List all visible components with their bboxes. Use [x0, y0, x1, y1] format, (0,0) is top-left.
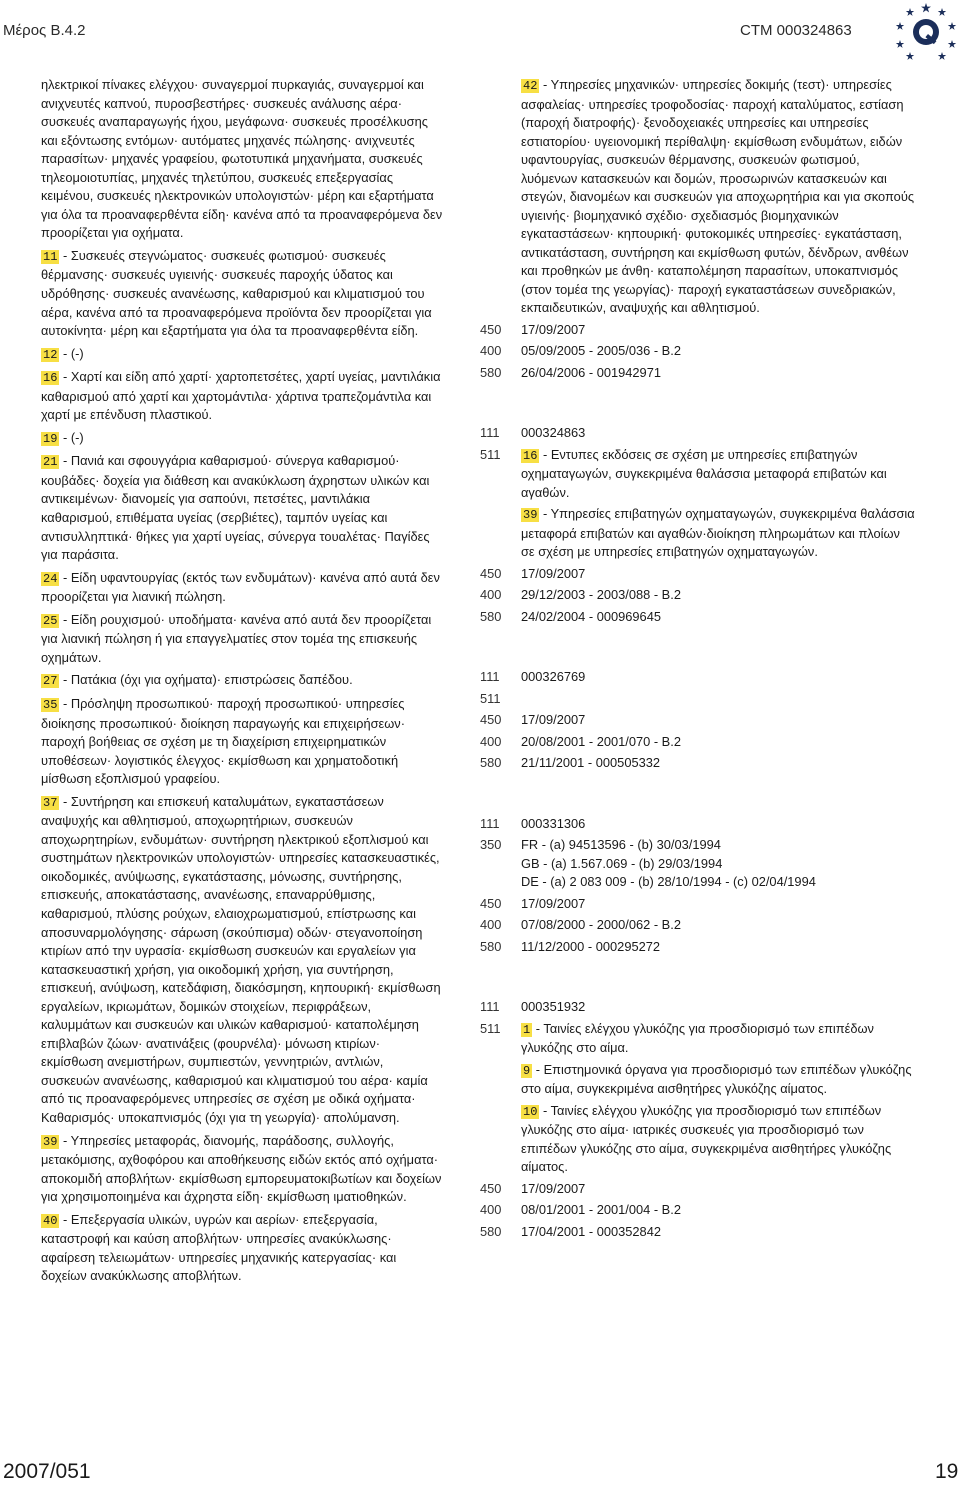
class-entry: [41, 345, 443, 365]
class-entry: [521, 815, 916, 834]
nice-class-code: 39: [43, 1134, 58, 1149]
field-value: [521, 895, 916, 914]
entry-text: - Συντήρηση και επισκευή καταλυμάτων, εγκαταστάσεων αναψυχής και αθλητισμού, αποχωρητήριων, συσκευών αποχωρητηρίων, ενδυμάτων· συντήρηση ηλεκτρικού εξοπλισμού και συστημάτων ηλεκτρονικών υπολογιστών· υπηρεσίες κατασκευαστικές, οικοδομικές, ανύψωσης, εγκατάστασης, μόνωσης, συντήρησης, επισκευής, αποκατάστασης, ανανέωσης, επαναρρύθμισης, καθαρισμού, πλύσης ρούχων, ελαιοχρωματισμού, επίστρωσης και αποσυναρμολόγησης· σάρωση (σκούπισμα) οδών· στεγανοποίηση κτιρίων από την υγρασία· εκμίσθωση συσκευών και εργαλείων για κατασκευαστική χρήση, για οικοδομική χρήση, για συντήρηση, επισκευή, ανύψωση, κατεδάφιση, διακόσμηση, κηπουρική· εκμίσθωση εργαλείων, ικριωμάτων, δομικών στοιχείων, περιφράξεων, καλυμμάτων και συσκευών και υλικών καθαρισμού· καταπολέμηση επιβλαβών ζώων· ανατινάξεις (φουρνέλα)· μόνωση κτιρίων· εκμίσθωση ανεμιστήρων, συμπιεστών, γεννητριών, αντλιών, συσκευών ανανέωσης, καθαρισμού και κλιματισμού του αέρα· καμία από τις προαναφερόμενες υπηρεσίες σε σχέση με οδικά οχήματα· Καθαρισμός· υποκαπνισμός (όχι για τη γεωργία)· απολύμανση.: [41, 793, 441, 1125]
class-entry: [521, 608, 916, 627]
record-field-row: [480, 754, 916, 773]
nice-class-code: 24: [43, 571, 58, 586]
class-entry: [521, 668, 916, 687]
ctm-number-header: CTM 000324863: [740, 22, 852, 39]
nice-class-code: 19: [43, 431, 58, 446]
inid-code: [480, 76, 521, 318]
trademark-record: [480, 424, 916, 626]
inid-code: 400: [480, 1202, 502, 1217]
field-value: [521, 76, 916, 318]
class-entry: [521, 1201, 916, 1220]
record-field-row: [480, 424, 916, 443]
record-field-row: [480, 815, 916, 834]
field-value: [521, 364, 916, 383]
nice-class-code: 35: [43, 697, 58, 712]
class-entry: [521, 1020, 916, 1058]
trademark-record: [480, 76, 916, 382]
nice-class-code: 37: [43, 795, 58, 810]
field-value: [521, 690, 916, 709]
entry-text: 000331306: [521, 815, 586, 831]
inid-code: 111: [480, 999, 500, 1014]
entry-text: 20/08/2001 - 2001/070 - B.2: [521, 733, 681, 749]
inid-code: 580: [480, 364, 502, 380]
page-number: 19: [935, 1460, 959, 1483]
field-value: [521, 446, 916, 562]
class-entry: [521, 895, 916, 914]
class-entry: [521, 916, 916, 935]
record-field-row: [480, 668, 916, 687]
field-value: [521, 916, 916, 935]
entry-text: - Ταινίες ελέγχου γλυκόζης για προσδιορισμό των επιπέδων γλυκόζης στο αίμα.: [521, 1020, 874, 1055]
record-field-row: [480, 895, 916, 914]
entry-text: 000351932: [521, 999, 586, 1014]
entry-text: ηλεκτρικοί πίνακες ελέγχου· συναγερμοί πυρκαγιάς, συναγερμοί και ανιχνευτές καπνού, πυροσβεστήρες· συσκευές ανάλυσης αέρα· συσκευές αναπαραγωγής ήχου, μεγάφωνα· συσκευές προσέλκυσης και εξόντωσης εντόμων· αυτόματες μηχανές πώλησης· ανιχνευτές παρασίτων· μηχανές γραφείου, φωτοτυπικά μηχανήματα, συσκευές τηλεομοιοτυπίας, μηχανές τηλετύπου, συσκευές επεξεργασίας κειμένου, συσκευές ηλεκτρονικών υπολογιστών· μέρη και εξαρτήματα για όλα τα προαναφερθέντα είδη· κανένα από τα προαναφερόμενα δεν προορίζεται για οχήματα.: [41, 77, 443, 241]
inid-code: 511: [480, 690, 501, 706]
entry-text: DE - (a) 2 083 009 - (b) 28/10/1994 - (c) 02/04/1994: [521, 874, 816, 889]
inid-code: 111: [480, 425, 500, 440]
class-entry: [521, 711, 916, 730]
nice-class-code: 10: [523, 1104, 538, 1119]
entry-text: 17/09/2007: [521, 321, 586, 337]
record-field-row: [480, 711, 916, 730]
inid-code: 400: [480, 733, 502, 749]
class-entry: [41, 247, 443, 341]
class-entry: [521, 76, 916, 318]
record-field-row: [480, 998, 916, 1017]
inid-code: 580: [480, 1223, 502, 1239]
entry-text: - (-): [59, 345, 84, 361]
class-entry: [521, 424, 916, 443]
entry-text: - Υπηρεσίες μηχανικών· υπηρεσίες δοκιμής (τεστ)· υπηρεσίες ασφαλείας· υπηρεσίες τροφοδοσίας· παροχή καταλύματος, εστίαση (παροχή διατροφής)· ξενοδοχειακές υπηρεσίες και υπηρεσίες εστιατορίου· υγειονομική περίθαλψη· εκμίσθωση ενδυμάτων, ειδών υφαντουργίας, συσκευών θέρμανσης, συσκευών φωτισμού, λυόμενων κατασκευών και δομών, προσωρινών κατασκευών και στεγών, διανομέων και συσκευών για αποχωρητήρια και για σκοπούς υγιεινής· βιομηχανικό σχέδιο· σχεδιασμός βιομηχανικών εγκαταστάσεων· κηπουρική· φυτοκομικές υπηρεσίες· εγκατάσταση, αντικατάσταση, συντήρηση και εκμίσθωση φυτών, δένδρων, ανθέων και προθηκών με άνθη· καταπολέμηση παρασίτων, υποκαπνισμός (στον τομέα της γεωργίας)· παροχή εγκαταστάσεων συνεδριακών, εκπαιδευτικών, αναψυχής και αθλητισμού.: [521, 77, 915, 315]
class-entry: [521, 505, 916, 562]
class-entry: [521, 1180, 916, 1199]
entry-text: 17/09/2007: [521, 895, 586, 911]
class-entry: [41, 1132, 443, 1207]
entry-text: - Πανιά και σφουγγάρια καθαρισμού· σύνεργα καθαρισμού· κουβάδες· δοχεία για διάθεση και ανακύκλωση άχρηστων υλικών και αντικειμένων· διανομείς για σαπούνι, πετσέτες, μαντιλάκια καθαρισμού, επιθέματα υγείας (σερβιέτες), ταμπόν υγείας και αντισυλληπτικά· θήκες για χαρτί υγείας, σύνεργα τουαλέτας· Παγίδες για παράσιτα.: [41, 453, 430, 563]
field-value: [521, 608, 916, 627]
field-value: [521, 1223, 916, 1242]
left-column-goods-list: [41, 76, 443, 1286]
nice-class-code: 1: [523, 1022, 531, 1037]
field-value: [521, 815, 916, 834]
class-entry: [521, 754, 916, 773]
entry-text: - Πατάκια (όχι για οχήματα)· επιστρώσεις δαπέδου.: [59, 672, 353, 688]
record-field-row: [480, 1201, 916, 1220]
inid-code: 400: [480, 917, 502, 932]
inid-code: 450: [480, 712, 502, 727]
inid-code: 450: [480, 895, 502, 911]
inid-code: 511: [480, 446, 501, 462]
class-entry: [41, 793, 443, 1128]
record-field-row: [480, 446, 916, 562]
field-value: [521, 754, 916, 773]
class-entry: [41, 76, 443, 243]
inid-code: 450: [480, 321, 502, 337]
class-entry: [521, 446, 916, 503]
nice-class-code: 25: [43, 613, 58, 628]
entry-text: 24/02/2004 - 000969645: [521, 608, 661, 624]
class-entry: [521, 873, 916, 892]
record-field-row: [480, 1223, 916, 1242]
field-value: [521, 938, 916, 957]
class-entry: [521, 342, 916, 361]
entry-text: 000324863: [521, 425, 586, 440]
nice-class-code: 16: [523, 448, 538, 463]
field-value: [521, 836, 916, 892]
entry-text: - Επεξεργασία υλικών, υγρών και αερίων· επεξεργασία, καταστροφή και καύση αποβλήτων· υπηρεσίες ανακύκλωσης· αφαίρεση τελειωμάτων· υπηρεσίες μηχανικής κατεργασίας· και δοχείων ανακύκλωσης αποβλήτων.: [41, 1211, 397, 1284]
entry-text: - Χαρτί και είδη από χαρτί· χαρτοπετσέτες, χαρτί υγείας, μαντιλάκια καθαρισμού από χαρτί και χαρτομάντιλα· χάρτινα τραπεζομάντιλα και χαρτί με επένδυση πλαστικού.: [41, 369, 441, 423]
entry-text: 29/12/2003 - 2003/088 - B.2: [521, 587, 681, 602]
nice-class-code: 9: [523, 1063, 531, 1078]
record-field-row: [480, 836, 916, 892]
class-entry: [41, 671, 443, 691]
entry-text: - Επιστημονικά όργανα για προσδιορισμό των επιπέδων γλυκόζης στο αίμα, συγκεκριμένα αισθητήρες γλυκόζης αίματος.: [521, 1061, 912, 1096]
class-entry: [41, 429, 443, 449]
field-value: [521, 565, 916, 584]
class-entry: [521, 733, 916, 752]
entry-text: 11/12/2000 - 000295272: [521, 938, 661, 954]
trademark-record: [480, 998, 916, 1241]
record-field-row: [480, 916, 916, 935]
inid-code: 580: [480, 608, 502, 624]
inid-code: 350: [480, 837, 502, 852]
class-entry: [521, 1223, 916, 1242]
entry-text: - Είδη ρουχισμού· υποδήματα· κανένα από αυτά δεν προορίζεται για λιανική πώληση ή για επαγγελματίες στον τομέα της επισκευής οχημάτων.: [41, 611, 432, 665]
entry-text: 17/04/2001 - 000352842: [521, 1223, 661, 1239]
trademark-record: [480, 668, 916, 773]
field-value: [521, 711, 916, 730]
field-value: [521, 321, 916, 340]
class-entry: [41, 611, 443, 668]
entry-text: 05/09/2005 - 2005/036 - B.2: [521, 343, 681, 358]
field-value: [521, 342, 916, 361]
entry-text: 08/01/2001 - 2001/004 - B.2: [521, 1202, 681, 1217]
entry-text: - (-): [59, 429, 84, 445]
record-field-row: [480, 733, 916, 752]
nice-class-code: 27: [43, 674, 58, 689]
field-value: [521, 733, 916, 752]
bulletin-issue-number: 2007/051: [3, 1460, 91, 1483]
record-field-row: [480, 76, 916, 318]
class-entry: [41, 569, 443, 607]
inid-code: 580: [480, 755, 502, 770]
right-column-records: [480, 76, 916, 1283]
entry-text: 07/08/2000 - 2000/062 - B.2: [521, 917, 681, 932]
entry-text: 26/04/2006 - 001942971: [521, 364, 661, 380]
class-entry: [521, 836, 916, 855]
record-field-row: [480, 586, 916, 605]
entry-text: - Ταινίες ελέγχου γλυκόζης για προσδιορισμό των επιπέδων γλυκόζης στο αίμα· ιατρικές συσκευές για προσδιορισμό των επιπέδων γλυκόζης στο αίμα, συγκεκριμένα αισθητήρες γλυκόζης αίματος.: [521, 1102, 892, 1174]
inid-code: 400: [480, 587, 502, 602]
inid-code: 511: [480, 1020, 501, 1036]
class-entry: [521, 586, 916, 605]
inid-code: 580: [480, 938, 502, 954]
class-entry: [521, 1061, 916, 1099]
class-entry: [41, 452, 443, 564]
entry-text: 17/09/2007: [521, 712, 586, 727]
entry-text: - Εντυπες εκδόσεις σε σχέση με υπηρεσίες επιβατηγών οχηματαγωγών, συγκεκριμένα θαλάσσια μεταφορά επιβατών και αγαθών.: [521, 446, 887, 500]
field-value: [521, 1201, 916, 1220]
entry-text: 21/11/2001 - 000505332: [521, 755, 661, 770]
nice-class-code: 42: [523, 79, 538, 93]
class-entry: [521, 1102, 916, 1177]
class-entry: [521, 938, 916, 957]
field-value: [521, 424, 916, 443]
nice-class-code: 16: [43, 371, 58, 386]
entry-text: - Υπηρεσίες επιβατηγών οχηματαγωγών, συγκεκριμένα θαλάσσια μεταφορά επιβατών και αγαθών·διοίκηση πληρωμάτων και πλοίων σε σχέση με υπηρεσίες επιβατηγών οχηματαγωγών.: [521, 506, 915, 559]
nice-class-code: 12: [43, 347, 58, 362]
page-section-label: Μέρος Β.4.2: [3, 22, 86, 39]
record-field-row: [480, 1020, 916, 1177]
class-entry: [41, 695, 443, 789]
nice-class-code: 40: [43, 1213, 58, 1228]
entry-text: 000326769: [521, 669, 586, 684]
nice-class-code: 11: [43, 249, 58, 264]
class-entry: [521, 321, 916, 340]
record-field-row: [480, 608, 916, 627]
entry-text: - Είδη υφαντουργίας (εκτός των ενδυμάτων)· κανένα από αυτά δεν προορίζεται για λιανική πώληση.: [41, 569, 440, 605]
entry-text: - Υπηρεσίες μεταφοράς, διανομής, παράδοσης, συλλογής, μετακόμισης, αχθοφόρου και αποθήκευσης ειδών εκτός από οχήματα· αποκομιδή αποβλήτων· εκμίσθωση εμπορευματοκιβωτίων και δοχείων για χρησιμοποιημένα και άχρηστα είδη· εκμίσθωση ιματιοθηκών.: [41, 1132, 442, 1205]
class-entry: [41, 368, 443, 425]
record-field-row: [480, 1180, 916, 1199]
trademark-record: [480, 815, 916, 957]
field-value: [521, 1020, 916, 1177]
entry-text: 17/09/2007: [521, 565, 586, 581]
class-entry: [521, 855, 916, 874]
eu-ohim-emblem-icon: [892, 0, 960, 62]
entry-text: 17/09/2007: [521, 1180, 586, 1196]
entry-text: - Πρόσληψη προσωπικού· παροχή προσωπικού· υπηρεσίες διοίκησης προσωπικού· διοίκηση παραγωγής και επιχειρήσεων· παροχή βοήθειας σε σχέση με τη διαχείριση επιχειρηματικών υποθέσεων· λογιστικός έλεγχος· εκμίσθωση και χρηματοδοτική μίσθωση εξοπλισμού γραφείου.: [41, 695, 405, 787]
class-entry: [521, 690, 916, 709]
record-field-row: [480, 342, 916, 361]
entry-text: GB - (a) 1.567.069 - (b) 29/03/1994: [521, 855, 723, 871]
field-value: [521, 586, 916, 605]
nice-class-code: 39: [523, 508, 538, 522]
inid-code: 111: [480, 815, 500, 831]
class-entry: [521, 364, 916, 383]
record-field-row: [480, 565, 916, 584]
class-entry: [521, 998, 916, 1017]
entry-text: FR - (a) 94513596 - (b) 30/03/1994: [521, 837, 721, 852]
record-field-row: [480, 938, 916, 957]
inid-code: 450: [480, 1180, 502, 1196]
class-entry: [521, 565, 916, 584]
field-value: [521, 1180, 916, 1199]
nice-class-code: 21: [43, 455, 58, 470]
field-value: [521, 668, 916, 687]
field-value: [521, 998, 916, 1017]
record-field-row: [480, 690, 916, 709]
inid-code: 400: [480, 343, 502, 358]
record-field-row: [480, 321, 916, 340]
class-entry: [41, 1211, 443, 1286]
inid-code: 111: [480, 669, 500, 684]
record-field-row: [480, 364, 916, 383]
entry-text: - Συσκευές στεγνώματος· συσκευές φωτισμού· συσκευές θέρμανσης· συσκευές υγιεινής· συσκευές παροχής ύδατος και υδρόθησης· συσκευές ανανέωσης, καθαρισμού και κλιματισμού του αέρα, κανένα από τα προαναφερόμενα προϊόντα δεν προορίζεται για αυτοκίνητα· μέρη και εξαρτήματα για όλα τα προαναφερθέντα είδη.: [41, 247, 432, 339]
inid-code: 450: [480, 565, 502, 581]
